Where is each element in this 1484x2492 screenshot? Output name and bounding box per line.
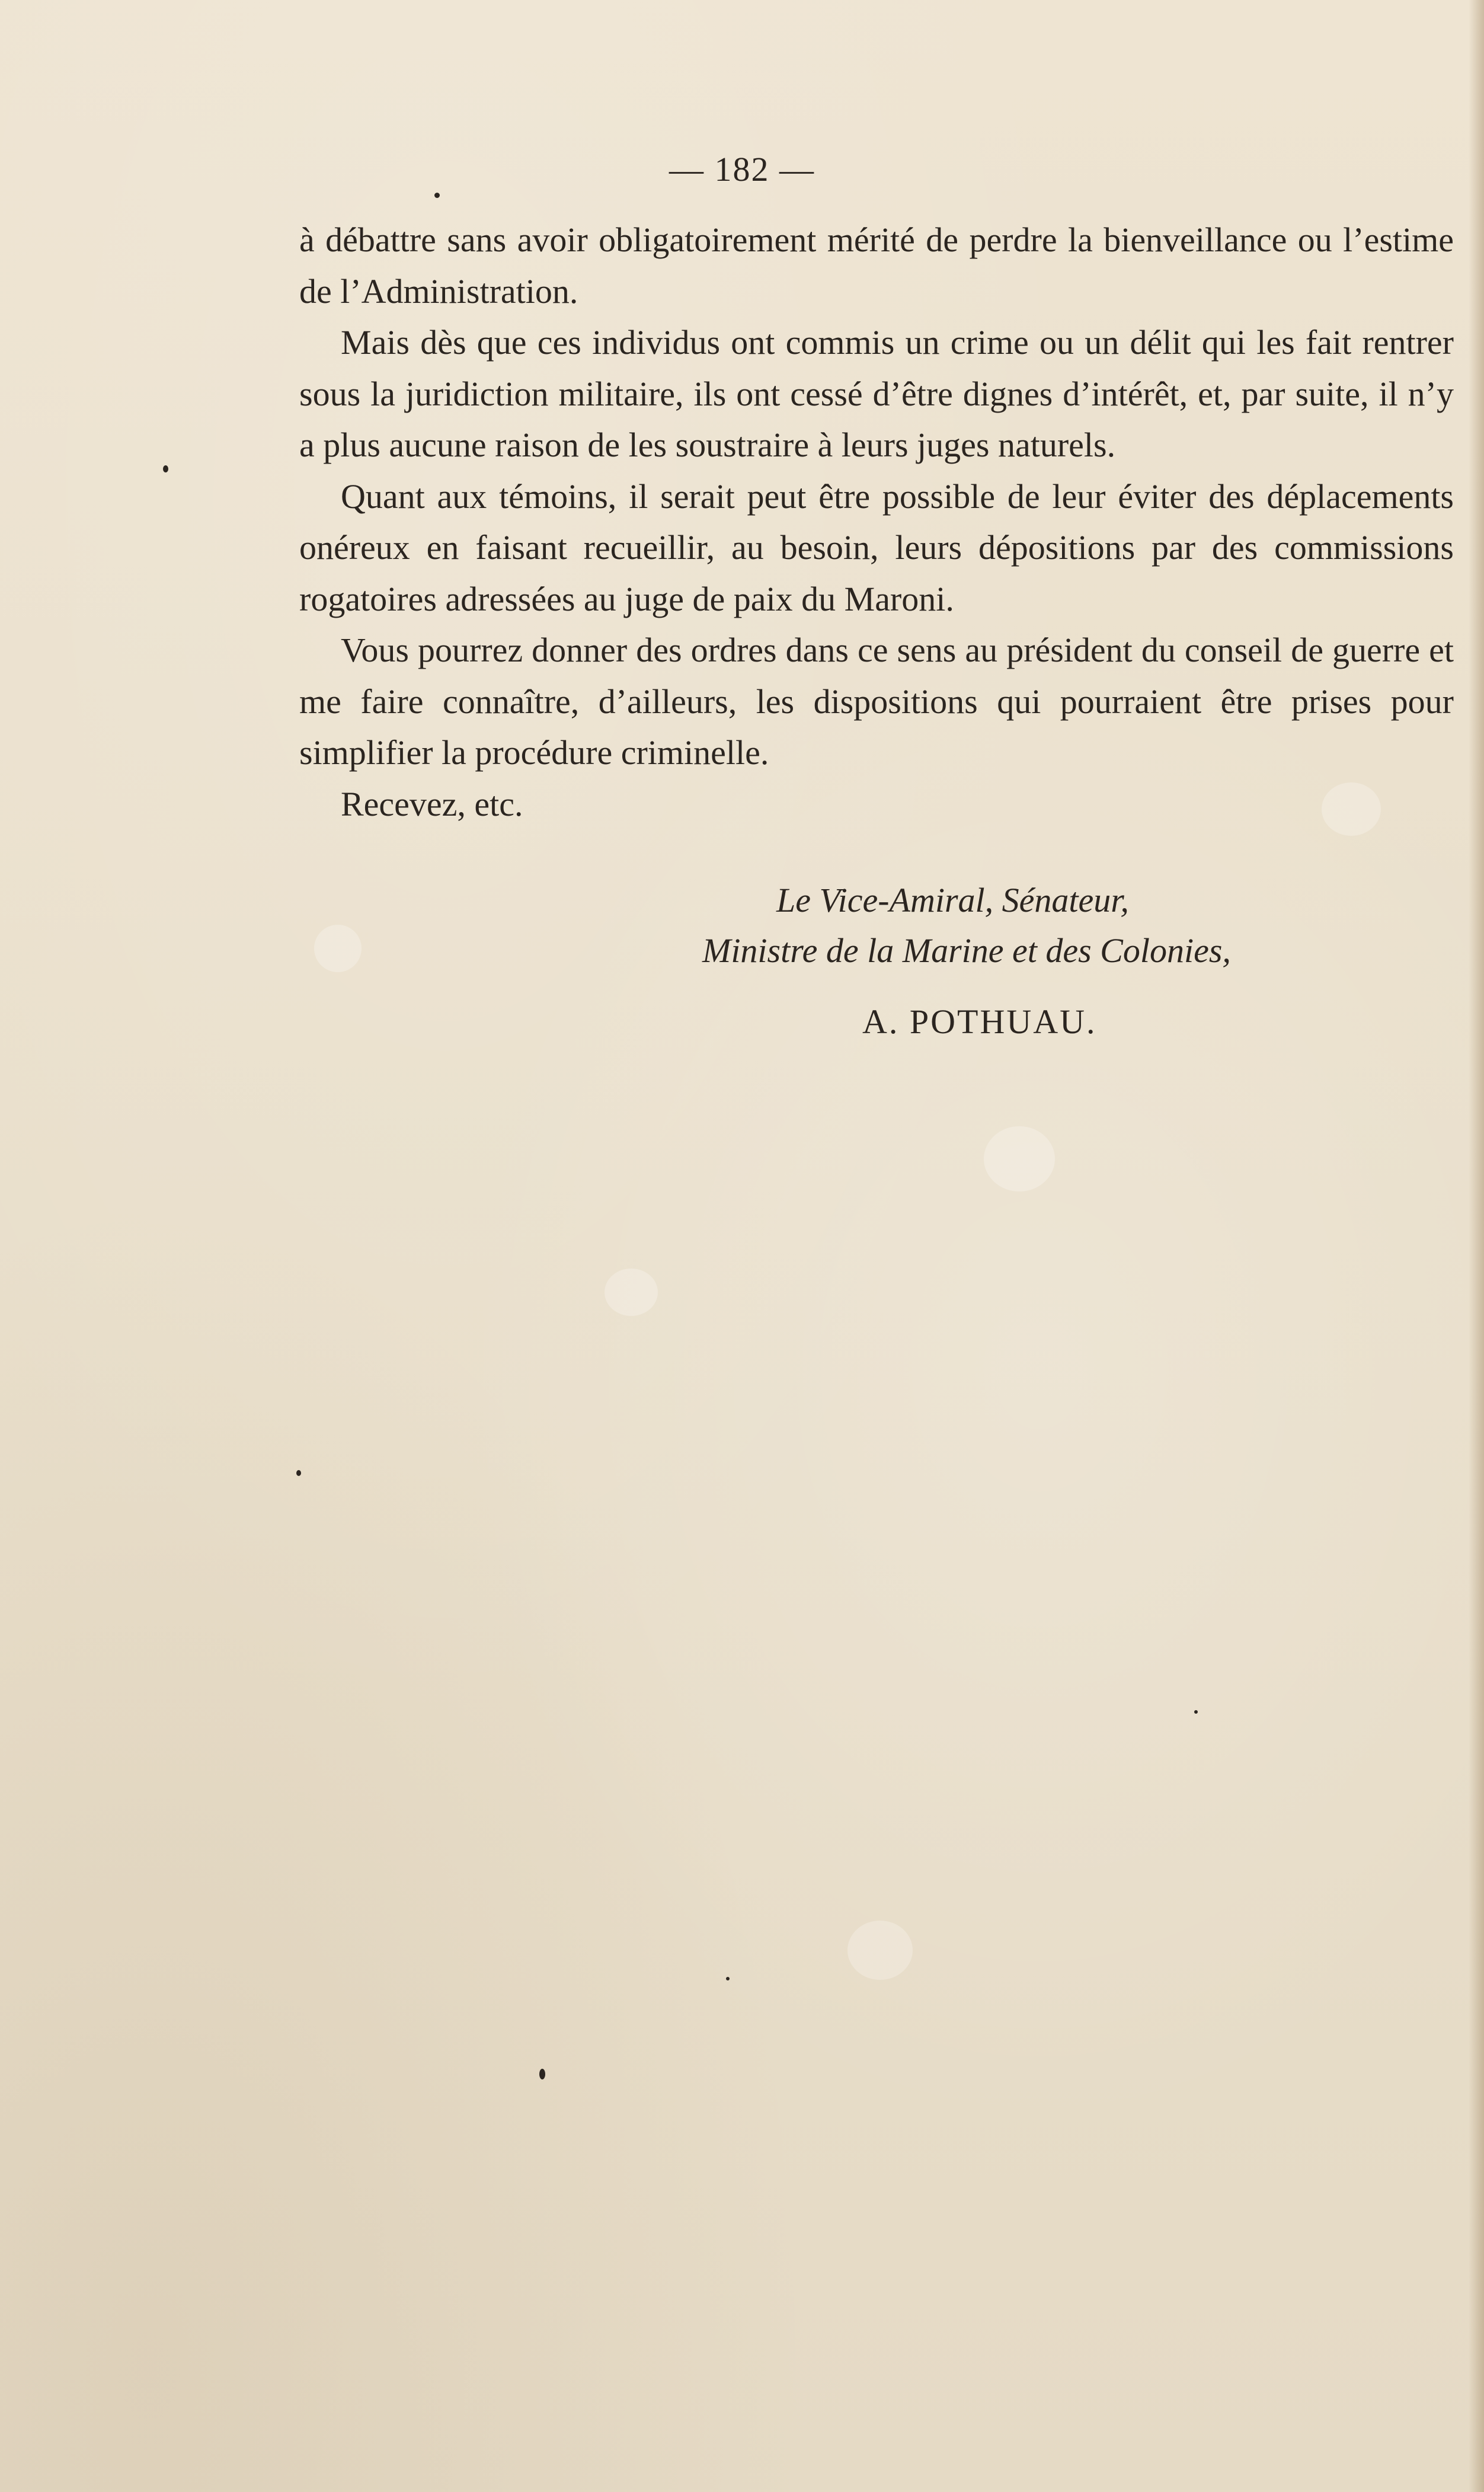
paper-stain <box>314 925 362 972</box>
page-edge-shadow <box>1469 0 1484 2492</box>
ink-speck <box>296 1470 301 1476</box>
closing-formula: Recevez, etc. <box>341 784 523 823</box>
paper-stain <box>984 1126 1055 1191</box>
page-number: — 182 — <box>669 150 815 189</box>
letter-body <box>299 215 1454 830</box>
ink-speck <box>434 193 440 198</box>
ink-speck <box>163 465 168 472</box>
paragraph-orders: Vous pourrez donner des ordres dans ce sens au président du conseil de guerre et me faire connaître, d’ailleurs, les dispositions qui pourraient être prises pour simplifier la procédure criminelle. <box>299 631 1454 772</box>
ink-speck <box>726 1977 730 1980</box>
paragraph-witnesses: Quant aux témoins, il serait peut être possible de leur éviter des déplacements onéreux en faisant recueillir, au besoin, leurs dépositions par des commissions rogatoires adressées au juge de paix du Maroni. <box>299 477 1454 618</box>
signature-name: A. POTHUAU. <box>862 1002 1097 1041</box>
paragraph-military-jurisdiction: Mais dès que ces individus ont commis un crime ou un délit qui les fait rentrer sous la juridiction militaire, ils ont cessé d’être dignes d’intérêt, et, par suite, il n’y a plus aucune raison de les soustraire à leurs juges naturels. <box>299 323 1454 464</box>
ink-speck <box>1194 1710 1198 1714</box>
paper-stain <box>605 1269 658 1316</box>
ink-speck <box>539 2069 545 2079</box>
signature-title-line-2: Ministre de la Marine et des Colonies, <box>702 931 1231 970</box>
paper-stain <box>847 1921 913 1980</box>
signature-title-line-1: Le Vice-Amiral, Sénateur, <box>776 881 1129 919</box>
paragraph-continuation: à débattre sans avoir obligatoirement mérité de perdre la bienveillance ou l’estime de l’Administration. <box>299 221 1454 311</box>
